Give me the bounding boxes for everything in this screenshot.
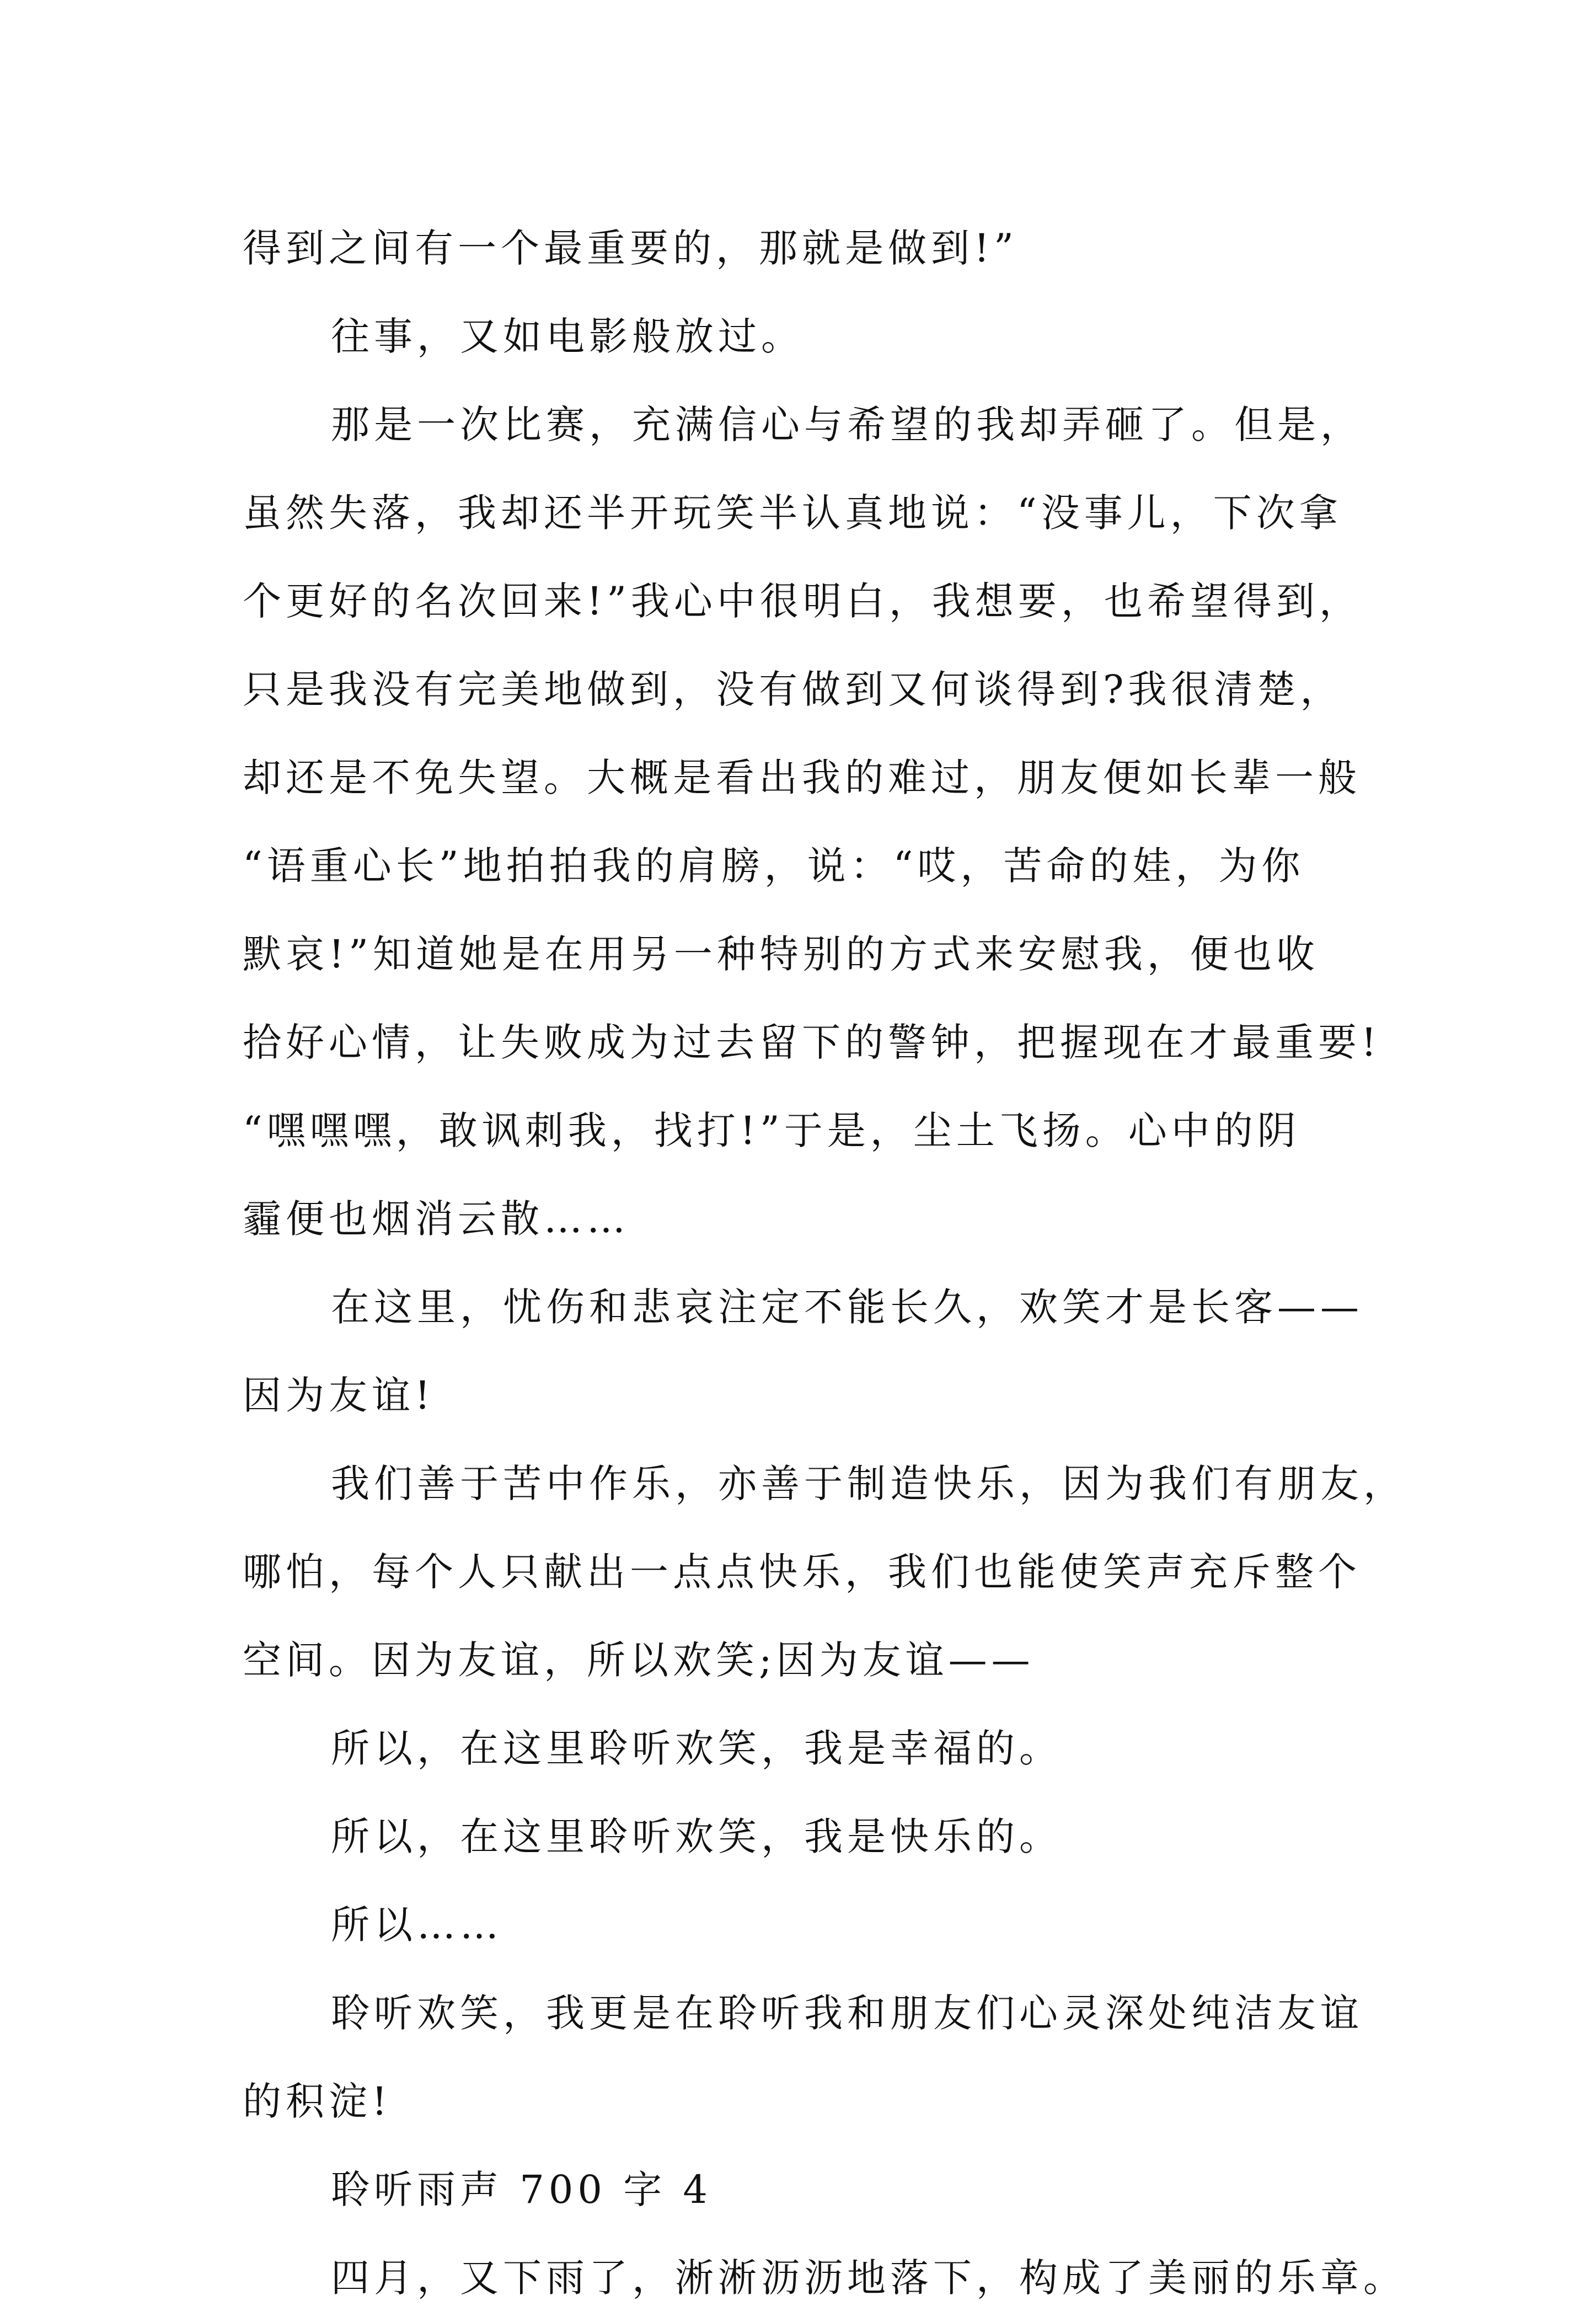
text-line: “嘿嘿嘿，敢讽刺我，找打!”于是，尘土飞扬。心中的阴 xyxy=(243,1108,1300,1153)
text-line: “语重心长”地拍拍我的肩膀，说：“哎，苦命的娃，为你 xyxy=(243,843,1305,889)
text-line: 拾好心情，让失败成为过去留下的警钟，把握现在才最重要! xyxy=(243,1020,1381,1065)
text-line: 因为友谊! xyxy=(243,1373,435,1418)
text-line: 只是我没有完美地做到，没有做到又何谈得到?我很清楚， xyxy=(243,667,1343,712)
text-line: 聆听雨声 700 字 4 xyxy=(331,2167,712,2212)
text-line: 所以，在这里聆听欢笑，我是幸福的。 xyxy=(331,1726,1062,1771)
text-line: 虽然失落，我却还半开玩笑半认真地说：“没事儿，下次拿 xyxy=(243,490,1342,536)
paragraph-8 xyxy=(243,1969,1390,2146)
paragraph-2 xyxy=(243,381,1390,1263)
text-line: 空间。因为友谊，所以欢笑;因为友谊—— xyxy=(243,1638,1035,1683)
paragraph-1 xyxy=(243,292,1390,381)
text-line: 我们善于苦中作乐，亦善于制造快乐，因为我们有朋友， xyxy=(331,1461,1406,1506)
paragraph-10 xyxy=(243,2234,1406,2322)
paragraph-9-title xyxy=(243,2146,1390,2234)
text-line: 却还是不免失望。大概是看出我的难过，朋友便如长辈一般 xyxy=(243,755,1361,800)
text-line: 所以，在这里聆听欢笑，我是快乐的。 xyxy=(331,1814,1062,1859)
paragraph-4 xyxy=(243,1440,1406,1704)
text-line: 的积淀! xyxy=(243,2079,392,2124)
paragraph-0 xyxy=(243,204,1390,292)
text-line: 得到之间有一个最重要的，那就是做到!” xyxy=(243,226,1018,271)
text-line: 往事，又如电影般放过。 xyxy=(331,314,804,359)
text-line: 四月，又下雨了，淅淅沥沥地落下，构成了美丽的乐章。 xyxy=(331,2255,1406,2300)
text-line: 个更好的名次回来!”我心中很明白，我想要，也希望得到， xyxy=(243,579,1362,624)
text-line: 在这里，忧伤和悲哀注定不能长久，欢笑才是长客—— xyxy=(331,1285,1363,1330)
text-line: 哪怕，每个人只献出一点点快乐，我们也能使笑声充斥整个 xyxy=(243,1549,1361,1595)
text-line: 霾便也烟消云散…… xyxy=(243,1196,630,1242)
text-line: 聆听欢笑，我更是在聆听我和朋友们心灵深处纯洁友谊 xyxy=(331,1991,1363,2036)
paragraph-5 xyxy=(243,1704,1390,1793)
paragraph-7 xyxy=(243,1881,1390,1969)
paragraph-3 xyxy=(243,1263,1390,1440)
text-line: 所以…… xyxy=(331,1902,503,1948)
text-line: 那是一次比赛，充满信心与希望的我却弄砸了。但是， xyxy=(331,402,1363,447)
text-line: 默哀!”知道她是在用另一种特别的方式来安慰我，便也收 xyxy=(243,932,1319,977)
paragraph-6 xyxy=(243,1793,1390,1881)
